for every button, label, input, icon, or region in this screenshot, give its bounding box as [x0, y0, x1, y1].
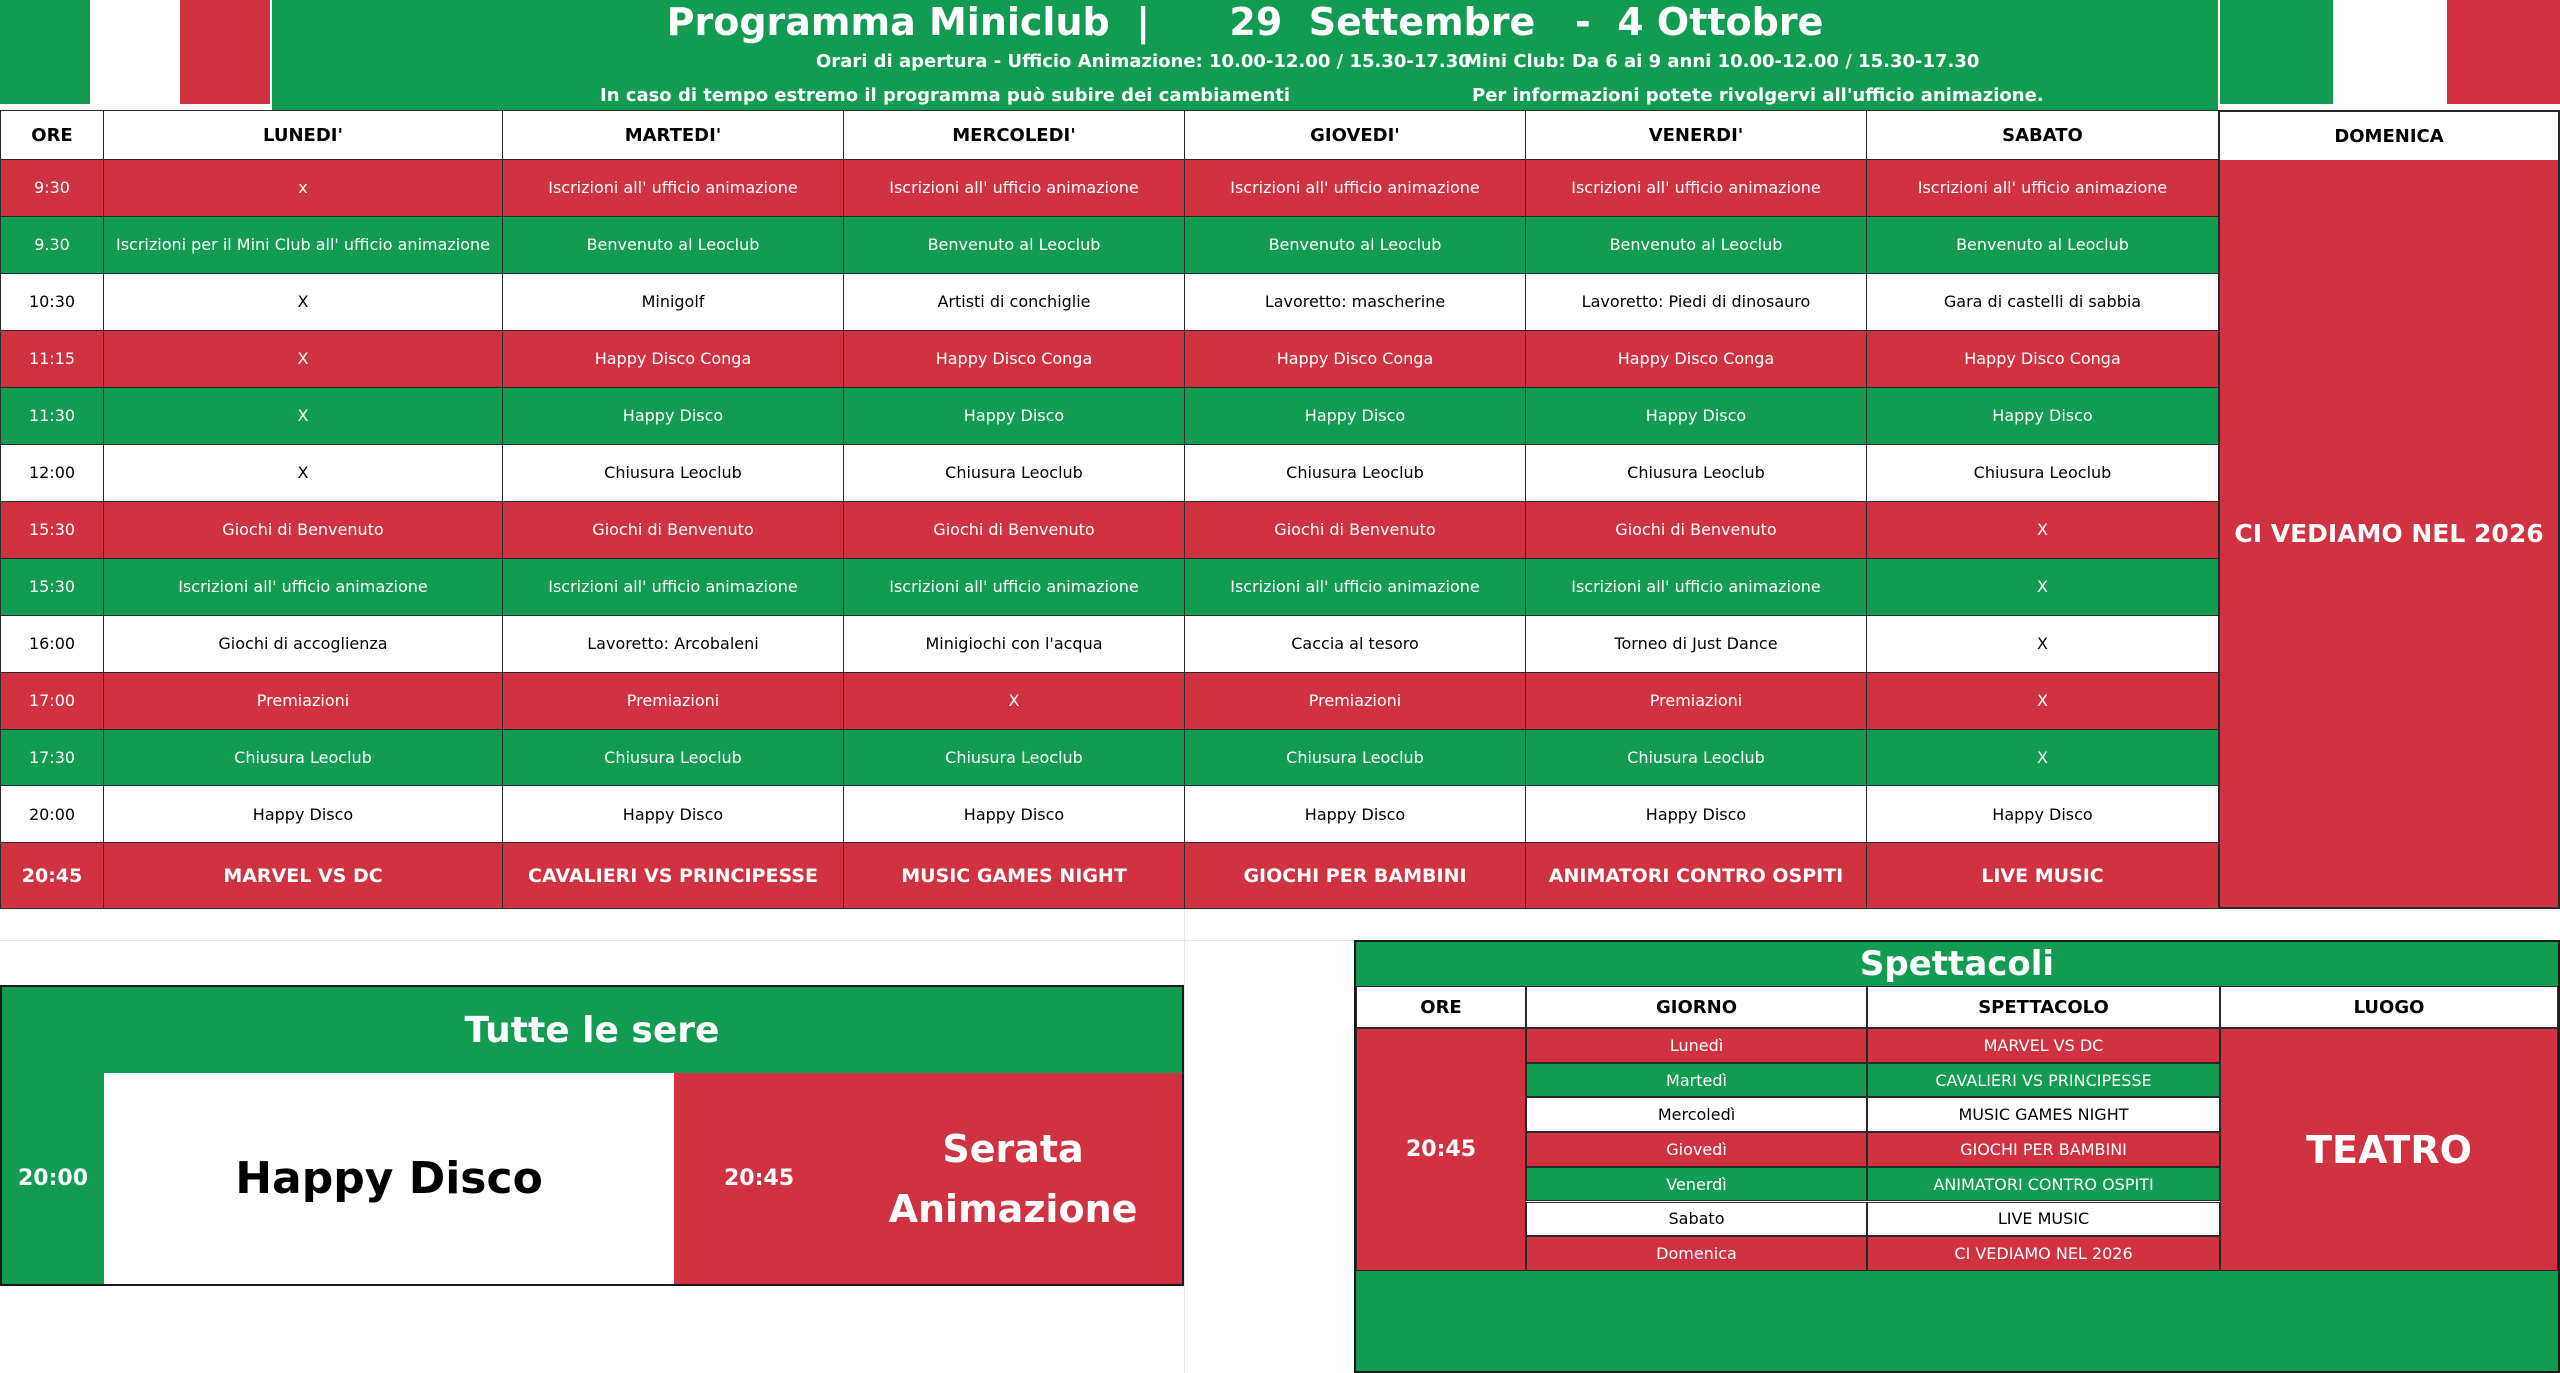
schedule-activity-cell: Lavoretto: Arcobaleni [503, 615, 844, 672]
shows-show: MARVEL VS DC [1867, 1028, 2220, 1063]
divider [0, 940, 1354, 941]
schedule-time-cell: 17:30 [1, 729, 104, 786]
schedule-activity-cell: X [104, 330, 503, 387]
every-evening-time-2: 20:45 [674, 1073, 846, 1284]
schedule-row [1, 729, 2219, 786]
info-note: Per informazioni potete rivolgervi all'ufficio animazione. [1472, 84, 2044, 106]
schedule-activity-cell: X [1867, 558, 2219, 615]
flag-white-stripe [2333, 0, 2446, 104]
flag-red-stripe [180, 0, 270, 104]
shows-row [1526, 1236, 2220, 1271]
schedule-activity-cell: Giochi di Benvenuto [1526, 501, 1867, 558]
every-evening-event-2 [844, 1073, 1182, 1284]
shows-row [1526, 1167, 2220, 1202]
miniclub-info: Mini Club: Da 6 ai 9 anni 10.00-12.00 / 15.30-17.30 [1464, 50, 1980, 72]
shows-row [1526, 1202, 2220, 1237]
col-header-day: MERCOLEDI' [844, 111, 1185, 160]
schedule-activity-cell: Lavoretto: Piedi di dinosauro [1526, 273, 1867, 330]
shows-title: Spettacoli [1356, 942, 2558, 986]
schedule-row [1, 786, 2219, 843]
schedule-time-cell: 9:30 [1, 160, 104, 217]
opening-hours: Orari di apertura - Ufficio Animazione: 10.00-12.00 / 15.30-17.30 [816, 50, 1471, 72]
schedule-activity-cell: Gara di castelli di sabbia [1867, 273, 2219, 330]
shows-footer-bar [1356, 1271, 2558, 1371]
shows-col-show: SPETTACOLO [1867, 986, 2220, 1028]
every-evening-event-1: Happy Disco [104, 1073, 676, 1284]
schedule-activity-cell: Happy Disco Conga [844, 330, 1185, 387]
shows-row [1526, 1132, 2220, 1167]
schedule-time-cell: 11:15 [1, 330, 104, 387]
schedule-activity-cell: Premiazioni [1526, 672, 1867, 729]
shows-time: 20:45 [1356, 1028, 1526, 1271]
event-2-line-1: Serata [942, 1126, 1084, 1171]
schedule-activity-cell: CAVALIERI VS PRINCIPESSE [503, 843, 844, 909]
schedule-activity-cell: Iscrizioni all' ufficio animazione [104, 558, 503, 615]
schedule-activity-cell: Benvenuto al Leoclub [503, 216, 844, 273]
italian-flag-right [2220, 0, 2560, 104]
schedule-activity-cell: Artisti di conchiglie [844, 273, 1185, 330]
schedule-activity-cell: X [844, 672, 1185, 729]
shows-show: CAVALIERI VS PRINCIPESSE [1867, 1063, 2220, 1098]
schedule-time-cell: 11:30 [1, 387, 104, 444]
schedule-activity-cell: Happy Disco [503, 387, 844, 444]
schedule-activity-cell: Iscrizioni all' ufficio animazione [1867, 160, 2219, 217]
schedule-activity-cell: Happy Disco [1185, 387, 1526, 444]
schedule-activity-cell: Minigolf [503, 273, 844, 330]
schedule-activity-cell: Iscrizioni all' ufficio animazione [1526, 558, 1867, 615]
shows-day: Venerdì [1526, 1167, 1867, 1202]
shows-day: Martedì [1526, 1063, 1867, 1098]
schedule-activity-cell: Iscrizioni all' ufficio animazione [1185, 160, 1526, 217]
schedule-row [1, 558, 2219, 615]
schedule-activity-cell: Iscrizioni all' ufficio animazione [503, 160, 844, 217]
schedule-activity-cell: Chiusura Leoclub [1185, 444, 1526, 501]
schedule-activity-cell: X [104, 387, 503, 444]
schedule-activity-cell: Happy Disco Conga [503, 330, 844, 387]
flag-green-stripe [0, 0, 90, 104]
shows-row [1526, 1028, 2220, 1063]
schedule-time-cell: 20:45 [1, 843, 104, 909]
shows-show: LIVE MUSIC [1867, 1202, 2220, 1237]
shows-col-time: ORE [1356, 986, 1526, 1028]
shows-show: MUSIC GAMES NIGHT [1867, 1097, 2220, 1132]
every-evening-title: Tutte le sere [2, 987, 1182, 1075]
schedule-row [1, 444, 2219, 501]
col-header-day: LUNEDI' [104, 111, 503, 160]
divider [1184, 909, 1185, 1373]
sunday-message: CI VEDIAMO NEL 2026 [2220, 160, 2558, 907]
schedule-activity-cell: Happy Disco [1867, 786, 2219, 843]
schedule-row [1, 160, 2219, 217]
schedule-header-row [1, 111, 2219, 160]
flag-red-stripe [2447, 0, 2560, 104]
schedule-activity-cell: Happy Disco [844, 387, 1185, 444]
schedule-activity-cell: Iscrizioni all' ufficio animazione [1526, 160, 1867, 217]
schedule-activity-cell: Iscrizioni per il Mini Club all' ufficio animazione [104, 216, 503, 273]
schedule-activity-cell: X [104, 444, 503, 501]
schedule-activity-cell: Giochi di Benvenuto [844, 501, 1185, 558]
schedule-activity-cell: Iscrizioni all' ufficio animazione [844, 160, 1185, 217]
schedule-activity-cell: X [1867, 501, 2219, 558]
schedule-activity-cell: Happy Disco [503, 786, 844, 843]
schedule-row [1, 330, 2219, 387]
schedule-activity-cell: Giochi di Benvenuto [503, 501, 844, 558]
schedule-time-cell: 9.30 [1, 216, 104, 273]
schedule-activity-cell: Iscrizioni all' ufficio animazione [503, 558, 844, 615]
shows-show: GIOCHI PER BAMBINI [1867, 1132, 2220, 1167]
schedule-activity-cell: Torneo di Just Dance [1526, 615, 1867, 672]
schedule-activity-cell: Benvenuto al Leoclub [1867, 216, 2219, 273]
shows-row [1526, 1097, 2220, 1132]
schedule-row [1, 387, 2219, 444]
schedule-activity-cell: x [104, 160, 503, 217]
weather-note: In caso di tempo estremo il programma può subire dei cambiamenti [600, 84, 1291, 106]
schedule-activity-cell: Happy Disco [1867, 387, 2219, 444]
shows-show: CI VEDIAMO NEL 2026 [1867, 1236, 2220, 1271]
schedule-activity-cell: Chiusura Leoclub [844, 444, 1185, 501]
schedule-activity-cell: Caccia al tesoro [1185, 615, 1526, 672]
schedule-activity-cell: X [1867, 729, 2219, 786]
shows-day: Giovedì [1526, 1132, 1867, 1167]
schedule-activity-cell: Chiusura Leoclub [844, 729, 1185, 786]
schedule-activity-cell: Happy Disco [1526, 786, 1867, 843]
col-header-day: GIOVEDI' [1185, 111, 1526, 160]
every-evening-panel [0, 985, 1184, 1286]
sunday-header: DOMENICA [2220, 112, 2558, 162]
schedule-activity-cell: Premiazioni [1185, 672, 1526, 729]
schedule-activity-cell: MARVEL VS DC [104, 843, 503, 909]
schedule-activity-cell: Chiusura Leoclub [1526, 729, 1867, 786]
schedule-activity-cell: Happy Disco [1185, 786, 1526, 843]
schedule-activity-cell: X [1867, 672, 2219, 729]
schedule-activity-cell: Premiazioni [503, 672, 844, 729]
col-header-day: MARTEDI' [503, 111, 844, 160]
schedule-activity-cell: Chiusura Leoclub [1185, 729, 1526, 786]
shows-col-place: LUOGO [2220, 986, 2558, 1028]
col-header-time: ORE [1, 111, 104, 160]
shows-day: Sabato [1526, 1202, 1867, 1237]
flag-green-stripe [2220, 0, 2333, 104]
schedule-activity-cell: Happy Disco Conga [1526, 330, 1867, 387]
schedule-activity-cell: Benvenuto al Leoclub [1526, 216, 1867, 273]
every-evening-time-1: 20:00 [2, 1073, 106, 1284]
schedule-table [0, 110, 2219, 909]
schedule-activity-cell: ANIMATORI CONTRO OSPITI [1526, 843, 1867, 909]
schedule-activity-cell: LIVE MUSIC [1867, 843, 2219, 909]
page-title: Programma Miniclub | 29 Settembre - 4 Ottobre [666, 0, 1824, 44]
schedule-time-cell: 16:00 [1, 615, 104, 672]
schedule-activity-cell: Iscrizioni all' ufficio animazione [1185, 558, 1526, 615]
italian-flag-left [0, 0, 270, 104]
schedule-activity-cell: Happy Disco Conga [1185, 330, 1526, 387]
schedule-row [1, 216, 2219, 273]
schedule-activity-cell: Benvenuto al Leoclub [1185, 216, 1526, 273]
schedule-activity-cell: Giochi di accoglienza [104, 615, 503, 672]
schedule-time-cell: 10:30 [1, 273, 104, 330]
shows-panel [1354, 940, 2560, 1373]
sunday-column [2218, 110, 2560, 909]
schedule-activity-cell: Happy Disco [844, 786, 1185, 843]
schedule-activity-cell: Happy Disco [1526, 387, 1867, 444]
schedule-activity-cell: Giochi di Benvenuto [104, 501, 503, 558]
schedule-time-cell: 15:30 [1, 558, 104, 615]
schedule-activity-cell: Happy Disco [104, 786, 503, 843]
schedule-activity-cell: Happy Disco Conga [1867, 330, 2219, 387]
schedule-activity-cell: Premiazioni [104, 672, 503, 729]
schedule-activity-cell: Giochi di Benvenuto [1185, 501, 1526, 558]
schedule-row [1, 672, 2219, 729]
flag-white-stripe [90, 0, 180, 104]
schedule-activity-cell: MUSIC GAMES NIGHT [844, 843, 1185, 909]
schedule-activity-cell: Chiusura Leoclub [503, 729, 844, 786]
schedule-time-cell: 15:30 [1, 501, 104, 558]
shows-day: Domenica [1526, 1236, 1867, 1271]
schedule-time-cell: 12:00 [1, 444, 104, 501]
schedule-activity-cell: Chiusura Leoclub [104, 729, 503, 786]
schedule-activity-cell: X [104, 273, 503, 330]
schedule-activity-cell: Chiusura Leoclub [503, 444, 844, 501]
schedule-time-cell: 17:00 [1, 672, 104, 729]
schedule-row [1, 273, 2219, 330]
col-header-day: SABATO [1867, 111, 2219, 160]
schedule-activity-cell: Minigiochi con l'acqua [844, 615, 1185, 672]
schedule-time-cell: 20:00 [1, 786, 104, 843]
header-banner [272, 0, 2218, 110]
schedule-activity-cell: Lavoretto: mascherine [1185, 273, 1526, 330]
schedule-activity-cell: Benvenuto al Leoclub [844, 216, 1185, 273]
schedule-activity-cell: Chiusura Leoclub [1867, 444, 2219, 501]
shows-show: ANIMATORI CONTRO OSPITI [1867, 1167, 2220, 1202]
shows-day: Lunedì [1526, 1028, 1867, 1063]
shows-row [1526, 1063, 2220, 1098]
col-header-day: VENERDI' [1526, 111, 1867, 160]
schedule-activity-cell: GIOCHI PER BAMBINI [1185, 843, 1526, 909]
shows-col-day: GIORNO [1526, 986, 1867, 1028]
schedule-activity-cell: Chiusura Leoclub [1526, 444, 1867, 501]
schedule-activity-cell: Iscrizioni all' ufficio animazione [844, 558, 1185, 615]
schedule-row [1, 843, 2219, 909]
shows-place: TEATRO [2220, 1028, 2558, 1271]
schedule-row [1, 615, 2219, 672]
event-2-line-2: Animazione [888, 1186, 1138, 1231]
shows-day: Mercoledì [1526, 1097, 1867, 1132]
schedule-row [1, 501, 2219, 558]
schedule-activity-cell: X [1867, 615, 2219, 672]
